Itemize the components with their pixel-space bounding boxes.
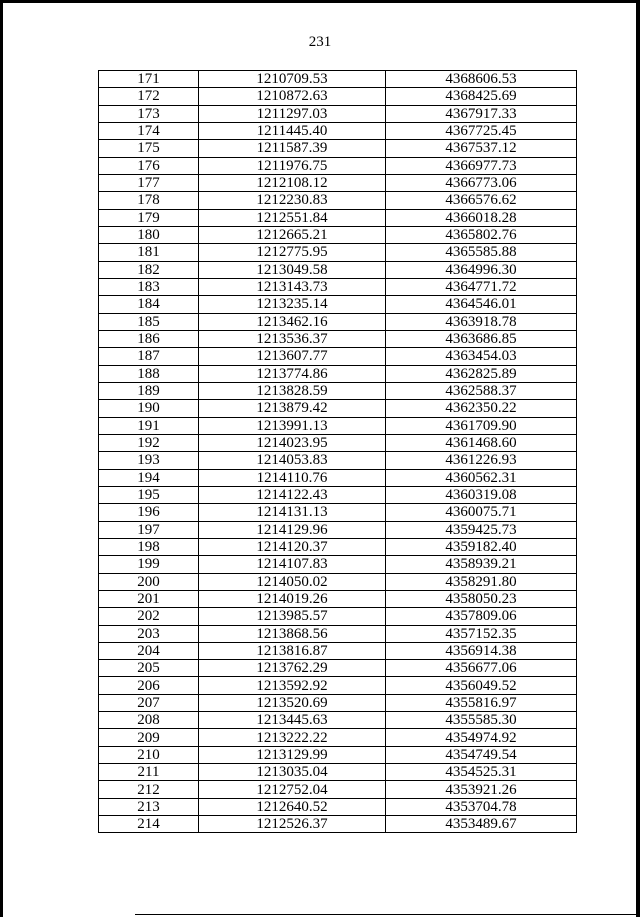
table-row [99, 122, 577, 139]
point-number-cell: 184 [99, 296, 199, 313]
table-row [99, 434, 577, 451]
scan-border-left [0, 0, 3, 917]
point-number-cell: 214 [99, 816, 199, 833]
x-coordinate-cell: 1212752.04 [199, 781, 386, 798]
y-coordinate-cell: 4353489.67 [386, 816, 577, 833]
point-number-cell: 171 [99, 71, 199, 88]
x-coordinate-cell: 1212775.95 [199, 244, 386, 261]
y-coordinate-cell: 4358050.23 [386, 590, 577, 607]
table-row [99, 71, 577, 88]
table-row [99, 452, 577, 469]
y-coordinate-cell: 4367725.45 [386, 122, 577, 139]
x-coordinate-cell: 1211445.40 [199, 122, 386, 139]
x-coordinate-cell: 1210872.63 [199, 88, 386, 105]
point-number-cell: 212 [99, 781, 199, 798]
x-coordinate-cell: 1214107.83 [199, 556, 386, 573]
y-coordinate-cell: 4356049.52 [386, 677, 577, 694]
table-row [99, 330, 577, 347]
point-number-cell: 203 [99, 625, 199, 642]
x-coordinate-cell: 1212230.83 [199, 192, 386, 209]
x-coordinate-cell: 1213985.57 [199, 608, 386, 625]
table-row [99, 608, 577, 625]
y-coordinate-cell: 4357809.06 [386, 608, 577, 625]
point-number-cell: 182 [99, 261, 199, 278]
table-row [99, 400, 577, 417]
x-coordinate-cell: 1210709.53 [199, 71, 386, 88]
table-row [99, 573, 577, 590]
point-number-cell: 191 [99, 417, 199, 434]
point-number-cell: 201 [99, 590, 199, 607]
y-coordinate-cell: 4360562.31 [386, 469, 577, 486]
table-row [99, 521, 577, 538]
y-coordinate-cell: 4362588.37 [386, 382, 577, 399]
y-coordinate-cell: 4365585.88 [386, 244, 577, 261]
point-number-cell: 213 [99, 798, 199, 815]
table-row [99, 261, 577, 278]
y-coordinate-cell: 4366576.62 [386, 192, 577, 209]
point-number-cell: 200 [99, 573, 199, 590]
point-number-cell: 181 [99, 244, 199, 261]
x-coordinate-cell: 1213607.77 [199, 348, 386, 365]
table-row [99, 642, 577, 659]
point-number-cell: 193 [99, 452, 199, 469]
x-coordinate-cell: 1213222.22 [199, 729, 386, 746]
x-coordinate-cell: 1213868.56 [199, 625, 386, 642]
point-number-cell: 186 [99, 330, 199, 347]
point-number-cell: 172 [99, 88, 199, 105]
table-row [99, 746, 577, 763]
y-coordinate-cell: 4364996.30 [386, 261, 577, 278]
x-coordinate-cell: 1213129.99 [199, 746, 386, 763]
table-row [99, 504, 577, 521]
y-coordinate-cell: 4356677.06 [386, 660, 577, 677]
x-coordinate-cell: 1213235.14 [199, 296, 386, 313]
table-row [99, 729, 577, 746]
table-row [99, 278, 577, 295]
point-number-cell: 183 [99, 278, 199, 295]
table-row [99, 556, 577, 573]
scan-border-bottom [135, 914, 640, 915]
point-number-cell: 190 [99, 400, 199, 417]
y-coordinate-cell: 4357152.35 [386, 625, 577, 642]
y-coordinate-cell: 4356914.38 [386, 642, 577, 659]
table-row [99, 88, 577, 105]
point-number-cell: 178 [99, 192, 199, 209]
x-coordinate-cell: 1214131.13 [199, 504, 386, 521]
x-coordinate-cell: 1211297.03 [199, 105, 386, 122]
table-row [99, 244, 577, 261]
point-number-cell: 202 [99, 608, 199, 625]
x-coordinate-cell: 1213991.13 [199, 417, 386, 434]
table-row [99, 694, 577, 711]
y-coordinate-cell: 4365802.76 [386, 226, 577, 243]
x-coordinate-cell: 1213035.04 [199, 764, 386, 781]
table-row [99, 712, 577, 729]
table-row [99, 816, 577, 833]
table-row [99, 486, 577, 503]
y-coordinate-cell: 4364771.72 [386, 278, 577, 295]
table-row [99, 365, 577, 382]
y-coordinate-cell: 4361468.60 [386, 434, 577, 451]
x-coordinate-cell: 1213536.37 [199, 330, 386, 347]
table-row [99, 313, 577, 330]
y-coordinate-cell: 4363686.85 [386, 330, 577, 347]
x-coordinate-cell: 1213049.58 [199, 261, 386, 278]
y-coordinate-cell: 4367917.33 [386, 105, 577, 122]
x-coordinate-cell: 1212526.37 [199, 816, 386, 833]
x-coordinate-cell: 1213774.86 [199, 365, 386, 382]
x-coordinate-cell: 1213816.87 [199, 642, 386, 659]
y-coordinate-cell: 4368425.69 [386, 88, 577, 105]
point-number-cell: 185 [99, 313, 199, 330]
x-coordinate-cell: 1213462.16 [199, 313, 386, 330]
y-coordinate-cell: 4360319.08 [386, 486, 577, 503]
x-coordinate-cell: 1214110.76 [199, 469, 386, 486]
point-number-cell: 176 [99, 157, 199, 174]
point-number-cell: 179 [99, 209, 199, 226]
table-row [99, 660, 577, 677]
table-row [99, 469, 577, 486]
table-row [99, 192, 577, 209]
table-row [99, 764, 577, 781]
table-row [99, 538, 577, 555]
y-coordinate-cell: 4355585.30 [386, 712, 577, 729]
table-row [99, 348, 577, 365]
table-row [99, 417, 577, 434]
point-number-cell: 196 [99, 504, 199, 521]
y-coordinate-cell: 4362350.22 [386, 400, 577, 417]
point-number-cell: 173 [99, 105, 199, 122]
scan-border-top [0, 0, 640, 3]
y-coordinate-cell: 4366977.73 [386, 157, 577, 174]
table-row [99, 209, 577, 226]
x-coordinate-cell: 1213879.42 [199, 400, 386, 417]
y-coordinate-cell: 4361226.93 [386, 452, 577, 469]
y-coordinate-cell: 4368606.53 [386, 71, 577, 88]
y-coordinate-cell: 4360075.71 [386, 504, 577, 521]
y-coordinate-cell: 4358291.80 [386, 573, 577, 590]
x-coordinate-cell: 1213828.59 [199, 382, 386, 399]
point-number-cell: 189 [99, 382, 199, 399]
point-number-cell: 177 [99, 174, 199, 191]
x-coordinate-cell: 1214019.26 [199, 590, 386, 607]
x-coordinate-cell: 1214050.02 [199, 573, 386, 590]
x-coordinate-cell: 1213592.92 [199, 677, 386, 694]
table-row [99, 157, 577, 174]
point-number-cell: 208 [99, 712, 199, 729]
y-coordinate-cell: 4363454.03 [386, 348, 577, 365]
y-coordinate-cell: 4359425.73 [386, 521, 577, 538]
x-coordinate-cell: 1214129.96 [199, 521, 386, 538]
table-row [99, 174, 577, 191]
x-coordinate-cell: 1214122.43 [199, 486, 386, 503]
x-coordinate-cell: 1213143.73 [199, 278, 386, 295]
y-coordinate-cell: 4359182.40 [386, 538, 577, 555]
x-coordinate-cell: 1213762.29 [199, 660, 386, 677]
y-coordinate-cell: 4361709.90 [386, 417, 577, 434]
x-coordinate-cell: 1212551.84 [199, 209, 386, 226]
y-coordinate-cell: 4355816.97 [386, 694, 577, 711]
point-number-cell: 207 [99, 694, 199, 711]
point-number-cell: 199 [99, 556, 199, 573]
y-coordinate-cell: 4363918.78 [386, 313, 577, 330]
point-number-cell: 205 [99, 660, 199, 677]
x-coordinate-cell: 1212665.21 [199, 226, 386, 243]
point-number-cell: 204 [99, 642, 199, 659]
coordinates-table-body [99, 71, 577, 833]
table-row [99, 140, 577, 157]
table-row [99, 590, 577, 607]
x-coordinate-cell: 1212108.12 [199, 174, 386, 191]
point-number-cell: 209 [99, 729, 199, 746]
y-coordinate-cell: 4353921.26 [386, 781, 577, 798]
point-number-cell: 195 [99, 486, 199, 503]
table-row [99, 625, 577, 642]
point-number-cell: 197 [99, 521, 199, 538]
coordinates-table [98, 70, 577, 833]
y-coordinate-cell: 4362825.89 [386, 365, 577, 382]
table-row [99, 296, 577, 313]
y-coordinate-cell: 4364546.01 [386, 296, 577, 313]
y-coordinate-cell: 4354525.31 [386, 764, 577, 781]
table-row [99, 781, 577, 798]
point-number-cell: 187 [99, 348, 199, 365]
y-coordinate-cell: 4366773.06 [386, 174, 577, 191]
y-coordinate-cell: 4366018.28 [386, 209, 577, 226]
point-number-cell: 180 [99, 226, 199, 243]
x-coordinate-cell: 1211976.75 [199, 157, 386, 174]
x-coordinate-cell: 1211587.39 [199, 140, 386, 157]
point-number-cell: 210 [99, 746, 199, 763]
table-row [99, 105, 577, 122]
x-coordinate-cell: 1213445.63 [199, 712, 386, 729]
y-coordinate-cell: 4353704.78 [386, 798, 577, 815]
table-row [99, 798, 577, 815]
x-coordinate-cell: 1214023.95 [199, 434, 386, 451]
point-number-cell: 211 [99, 764, 199, 781]
scan-border-right [636, 0, 640, 917]
x-coordinate-cell: 1212640.52 [199, 798, 386, 815]
point-number-cell: 192 [99, 434, 199, 451]
point-number-cell: 188 [99, 365, 199, 382]
table-row [99, 382, 577, 399]
point-number-cell: 206 [99, 677, 199, 694]
y-coordinate-cell: 4367537.12 [386, 140, 577, 157]
page-number: 231 [308, 34, 332, 50]
y-coordinate-cell: 4358939.21 [386, 556, 577, 573]
x-coordinate-cell: 1213520.69 [199, 694, 386, 711]
point-number-cell: 194 [99, 469, 199, 486]
x-coordinate-cell: 1214120.37 [199, 538, 386, 555]
y-coordinate-cell: 4354974.92 [386, 729, 577, 746]
table-row [99, 677, 577, 694]
y-coordinate-cell: 4354749.54 [386, 746, 577, 763]
point-number-cell: 198 [99, 538, 199, 555]
table-row [99, 226, 577, 243]
point-number-cell: 174 [99, 122, 199, 139]
x-coordinate-cell: 1214053.83 [199, 452, 386, 469]
point-number-cell: 175 [99, 140, 199, 157]
